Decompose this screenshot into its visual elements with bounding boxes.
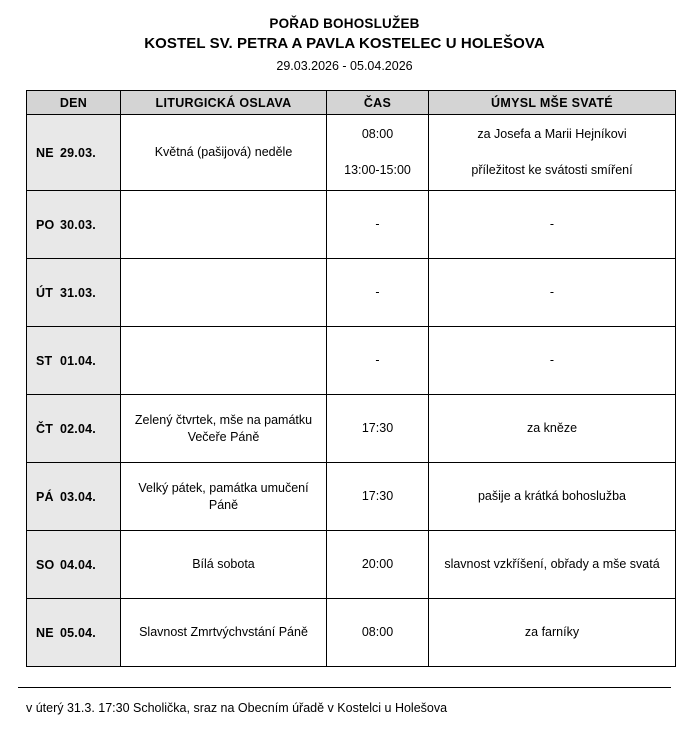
cell-time: 20:00 <box>327 531 429 599</box>
cell-time: - <box>327 259 429 327</box>
cell-day <box>27 395 121 463</box>
day-of-week: ČT <box>36 421 54 436</box>
cell-intention: - <box>429 327 676 395</box>
column-header-celebration: LITURGICKÁ OSLAVA <box>121 91 327 115</box>
cell-time: 17:30 <box>327 463 429 531</box>
table-row <box>27 463 676 531</box>
intention-secondary: příležitost ke svátosti smíření <box>471 163 633 177</box>
cell-day <box>27 327 121 395</box>
day-date: 03.04. <box>60 489 96 504</box>
day-of-week: PÁ <box>36 489 54 504</box>
cell-intention <box>429 115 676 191</box>
cell-day <box>27 599 121 667</box>
table-header-row <box>27 91 676 115</box>
day-of-week: ÚT <box>36 285 54 300</box>
cell-day <box>27 259 121 327</box>
column-header-day: DEN <box>27 91 121 115</box>
cell-time: - <box>327 191 429 259</box>
cell-day <box>27 463 121 531</box>
title-line-2: KOSTEL SV. PETRA A PAVLA KOSTELEC U HOLEŠOVA <box>144 35 545 52</box>
cell-celebration <box>121 259 327 327</box>
cell-celebration: Květná (pašijová) neděle <box>121 115 327 191</box>
table-row <box>27 327 676 395</box>
title-line-1: POŘAD BOHOSLUŽEB <box>269 16 420 31</box>
cell-celebration: Zelený čtvrtek, mše na památku Večeře Páně <box>121 395 327 463</box>
schedule-table-wrap <box>26 90 663 667</box>
day-date: 29.03. <box>60 145 96 160</box>
cell-time: 17:30 <box>327 395 429 463</box>
schedule-table <box>26 90 676 667</box>
table-row <box>27 395 676 463</box>
column-header-intention: ÚMYSL MŠE SVATÉ <box>429 91 676 115</box>
table-body <box>27 115 676 667</box>
day-date: 30.03. <box>60 217 96 232</box>
intention-primary: za Josefa a Marii Hejníkovi <box>477 127 627 141</box>
table-row <box>27 259 676 327</box>
day-date: 04.04. <box>60 557 96 572</box>
table-header <box>27 91 676 115</box>
table-row <box>27 599 676 667</box>
column-header-time: ČAS <box>327 91 429 115</box>
cell-intention: - <box>429 191 676 259</box>
date-range: 29.03.2026 - 05.04.2026 <box>276 59 413 73</box>
document-header <box>0 0 689 77</box>
day-of-week: ST <box>36 353 53 368</box>
cell-time: 08:00 <box>327 599 429 667</box>
footer-note: v úterý 31.3. 17:30 Scholička, sraz na Obecním úřadě v Kostelci u Holešova <box>26 701 448 715</box>
cell-celebration: Bílá sobota <box>121 531 327 599</box>
day-of-week: SO <box>36 557 55 572</box>
cell-celebration: Velký pátek, památka umučení Páně <box>121 463 327 531</box>
cell-celebration <box>121 191 327 259</box>
day-of-week: PO <box>36 217 55 232</box>
cell-intention: - <box>429 259 676 327</box>
cell-day <box>27 531 121 599</box>
table-row <box>27 115 676 191</box>
cell-time <box>327 115 429 191</box>
cell-celebration <box>121 327 327 395</box>
day-of-week: NE <box>36 145 54 160</box>
cell-intention: slavnost vzkříšení, obřady a mše svatá <box>429 531 676 599</box>
document-footer <box>0 687 689 735</box>
day-date: 31.03. <box>60 285 96 300</box>
day-date: 02.04. <box>60 421 96 436</box>
table-row <box>27 531 676 599</box>
cell-intention: pašije a krátká bohoslužba <box>429 463 676 531</box>
day-date: 01.04. <box>60 353 96 368</box>
cell-day <box>27 115 121 191</box>
day-date: 05.04. <box>60 625 96 640</box>
cell-time: - <box>327 327 429 395</box>
cell-intention: za farníky <box>429 599 676 667</box>
cell-celebration: Slavnost Zmrtvýchvstání Páně <box>121 599 327 667</box>
time-primary: 08:00 <box>361 127 394 141</box>
day-of-week: NE <box>36 625 54 640</box>
time-secondary: 13:00-15:00 <box>344 163 411 177</box>
table-row <box>27 191 676 259</box>
cell-intention: za kněze <box>429 395 676 463</box>
cell-day <box>27 191 121 259</box>
